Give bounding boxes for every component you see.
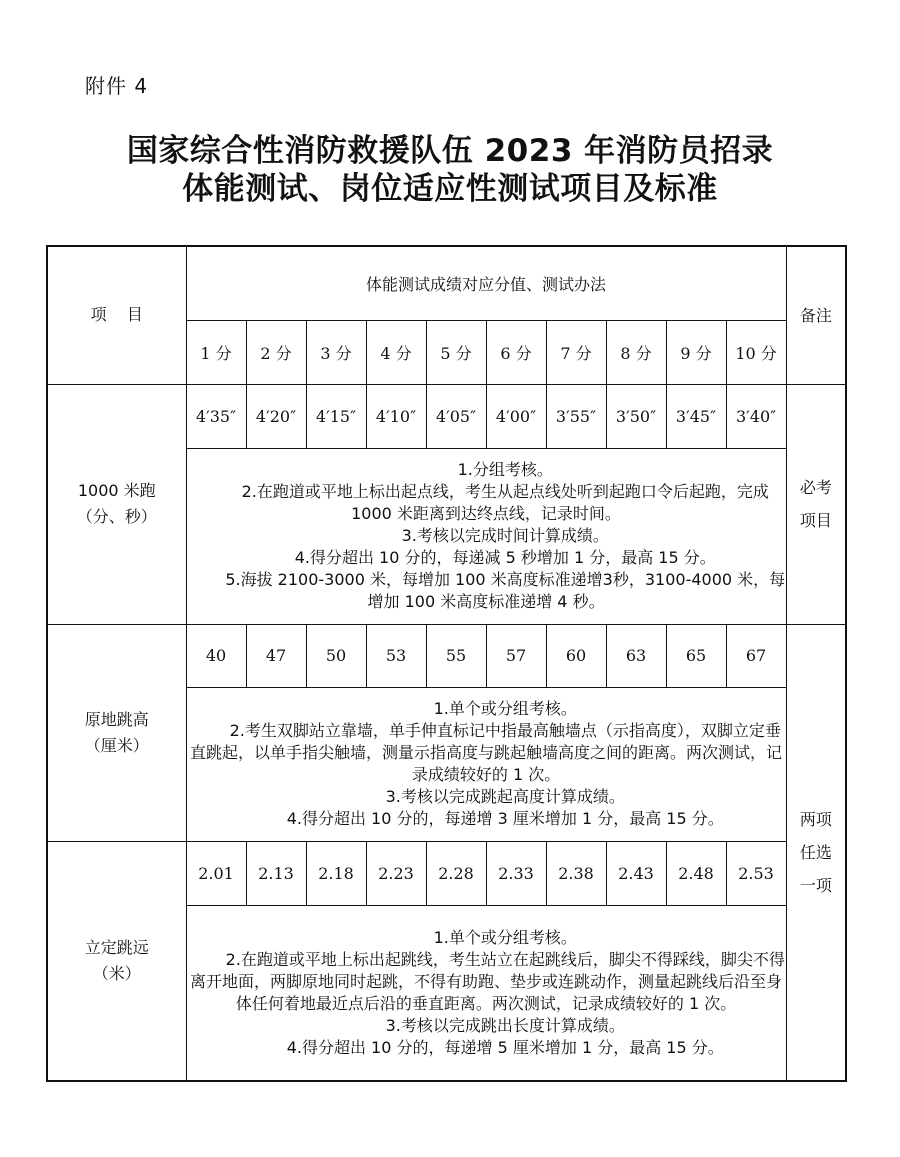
run-method-line: 2.在跑道或平地上标出起点线，考生从起点线处听到起跑口令后起跑，完成 1000 米距离到达终点线，记录时间。 [241, 482, 769, 523]
long-jump-value: 2.48 [666, 841, 726, 905]
run-name-line-1: 1000 米跑 [77, 481, 156, 500]
header-score: 10 分 [726, 320, 786, 384]
high-jump-value: 67 [726, 624, 786, 687]
header-score: 2 分 [246, 320, 306, 384]
long-jump-value: 2.43 [606, 841, 666, 905]
optional-remark-line-3: 一项 [799, 875, 832, 895]
long-jump-value: 2.38 [546, 841, 606, 905]
high-jump-name-line-2: （厘米） [84, 735, 149, 755]
high-jump-method [186, 687, 786, 841]
header-score: 1 分 [186, 320, 246, 384]
page-title [0, 132, 900, 208]
high-jump-name-line-1: 原地跳高 [84, 709, 149, 729]
optional-remark [786, 624, 846, 1081]
run-value: 4′05″ [426, 384, 486, 448]
high-jump-values-row [47, 624, 846, 687]
high-jump-value: 60 [546, 624, 606, 687]
run-value: 4′20″ [246, 384, 306, 448]
header-score: 7 分 [546, 320, 606, 384]
run-method-line: 3.考核以完成时间计算成绩。 [401, 526, 609, 545]
long-jump-values-row [47, 841, 846, 905]
run-value: 3′50″ [606, 384, 666, 448]
high-jump-value: 47 [246, 624, 306, 687]
header-score: 5 分 [426, 320, 486, 384]
run-value: 4′35″ [186, 384, 246, 448]
high-jump-method-line: 4.得分超出 10 分的，每递增 3 厘米增加 1 分，最高 15 分。 [286, 809, 724, 828]
run-remark-line-2: 项目 [799, 511, 832, 530]
long-jump-name-line-1: 立定跳远 [84, 937, 149, 957]
optional-remark-line-1: 两项 [799, 809, 832, 829]
high-jump-method-line: 1.单个或分组考核。 [433, 699, 577, 718]
high-jump-value: 55 [426, 624, 486, 687]
long-jump-method-line: 2.在跑道或平地上标出起跳线，考生站立在起跳线后，脚尖不得踩线，脚尖不得离开地面，两脚原地同时起跳，不得有助跑、垫步或连跳动作，测量起跳线后沿至身体任何着地最近点后沿的垂直距离。两次测试，记录成绩较好的 1 次。 [190, 949, 785, 1013]
long-jump-value: 2.18 [306, 841, 366, 905]
run-name-line-2: （分、秒） [76, 507, 157, 526]
run-value: 3′55″ [546, 384, 606, 448]
long-jump-item-name [47, 841, 186, 1081]
long-jump-method-line: 4.得分超出 10 分的，每递增 5 厘米增加 1 分，最高 15 分。 [286, 1037, 724, 1057]
header-remarks: 备注 [786, 246, 846, 384]
run-values-row [47, 384, 846, 448]
long-jump-method-line: 3.考核以完成跳出长度计算成绩。 [385, 1015, 625, 1035]
long-jump-value: 2.01 [186, 841, 246, 905]
header-score: 8 分 [606, 320, 666, 384]
optional-remark-line-2: 任选 [799, 842, 832, 862]
high-jump-method-line: 3.考核以完成跳起高度计算成绩。 [385, 787, 625, 806]
header-score: 9 分 [666, 320, 726, 384]
high-jump-item-name [47, 624, 186, 841]
header-score-method: 体能测试成绩对应分值、测试办法 [186, 246, 786, 320]
long-jump-method [186, 905, 786, 1081]
title-line-1: 国家综合性消防救援队伍 2023 年消防员招录 [126, 133, 774, 169]
header-score: 3 分 [306, 320, 366, 384]
header-item: 项 目 [47, 246, 186, 384]
run-item-name [47, 384, 186, 624]
run-method [186, 448, 786, 624]
long-jump-value: 2.23 [366, 841, 426, 905]
long-jump-method-line: 1.单个或分组考核。 [433, 927, 577, 947]
run-remark-line-1: 必考 [799, 478, 832, 497]
high-jump-value: 40 [186, 624, 246, 687]
run-value: 4′00″ [486, 384, 546, 448]
high-jump-value: 65 [666, 624, 726, 687]
long-jump-name-line-2: （米） [92, 963, 141, 983]
high-jump-value: 63 [606, 624, 666, 687]
attachment-label: 附件 4 [85, 74, 149, 98]
long-jump-value: 2.33 [486, 841, 546, 905]
high-jump-value: 50 [306, 624, 366, 687]
header-score: 4 分 [366, 320, 426, 384]
high-jump-method-line: 2.考生双脚站立靠墙，单手伸直标记中指最高触墙点（示指高度），双脚立定垂直跳起，以单手指尖触墙，测量示指高度与跳起触墙高度之间的距离。两次测试，记录成绩较好的 1 次。 [190, 721, 783, 784]
long-jump-value: 2.13 [246, 841, 306, 905]
high-jump-value: 57 [486, 624, 546, 687]
run-value: 4′15″ [306, 384, 366, 448]
run-method-line: 4.得分超出 10 分的，每递减 5 秒增加 1 分，最高 15 分。 [294, 548, 716, 567]
run-value: 3′40″ [726, 384, 786, 448]
standards-table [46, 245, 847, 1082]
header-score: 6 分 [486, 320, 546, 384]
header-row [47, 246, 846, 320]
run-value: 4′10″ [366, 384, 426, 448]
run-method-line: 5.海拔 2100-3000 米，每增加 100 米高度标准递增3秒，3100-4000 米，每增加 100 米高度标准递增 4 秒。 [225, 570, 786, 611]
run-value: 3′45″ [666, 384, 726, 448]
long-jump-value: 2.28 [426, 841, 486, 905]
run-remark [786, 384, 846, 624]
high-jump-value: 53 [366, 624, 426, 687]
long-jump-value: 2.53 [726, 841, 786, 905]
run-method-line: 1.分组考核。 [457, 460, 553, 479]
title-line-2: 体能测试、岗位适应性测试项目及标准 [182, 171, 718, 207]
